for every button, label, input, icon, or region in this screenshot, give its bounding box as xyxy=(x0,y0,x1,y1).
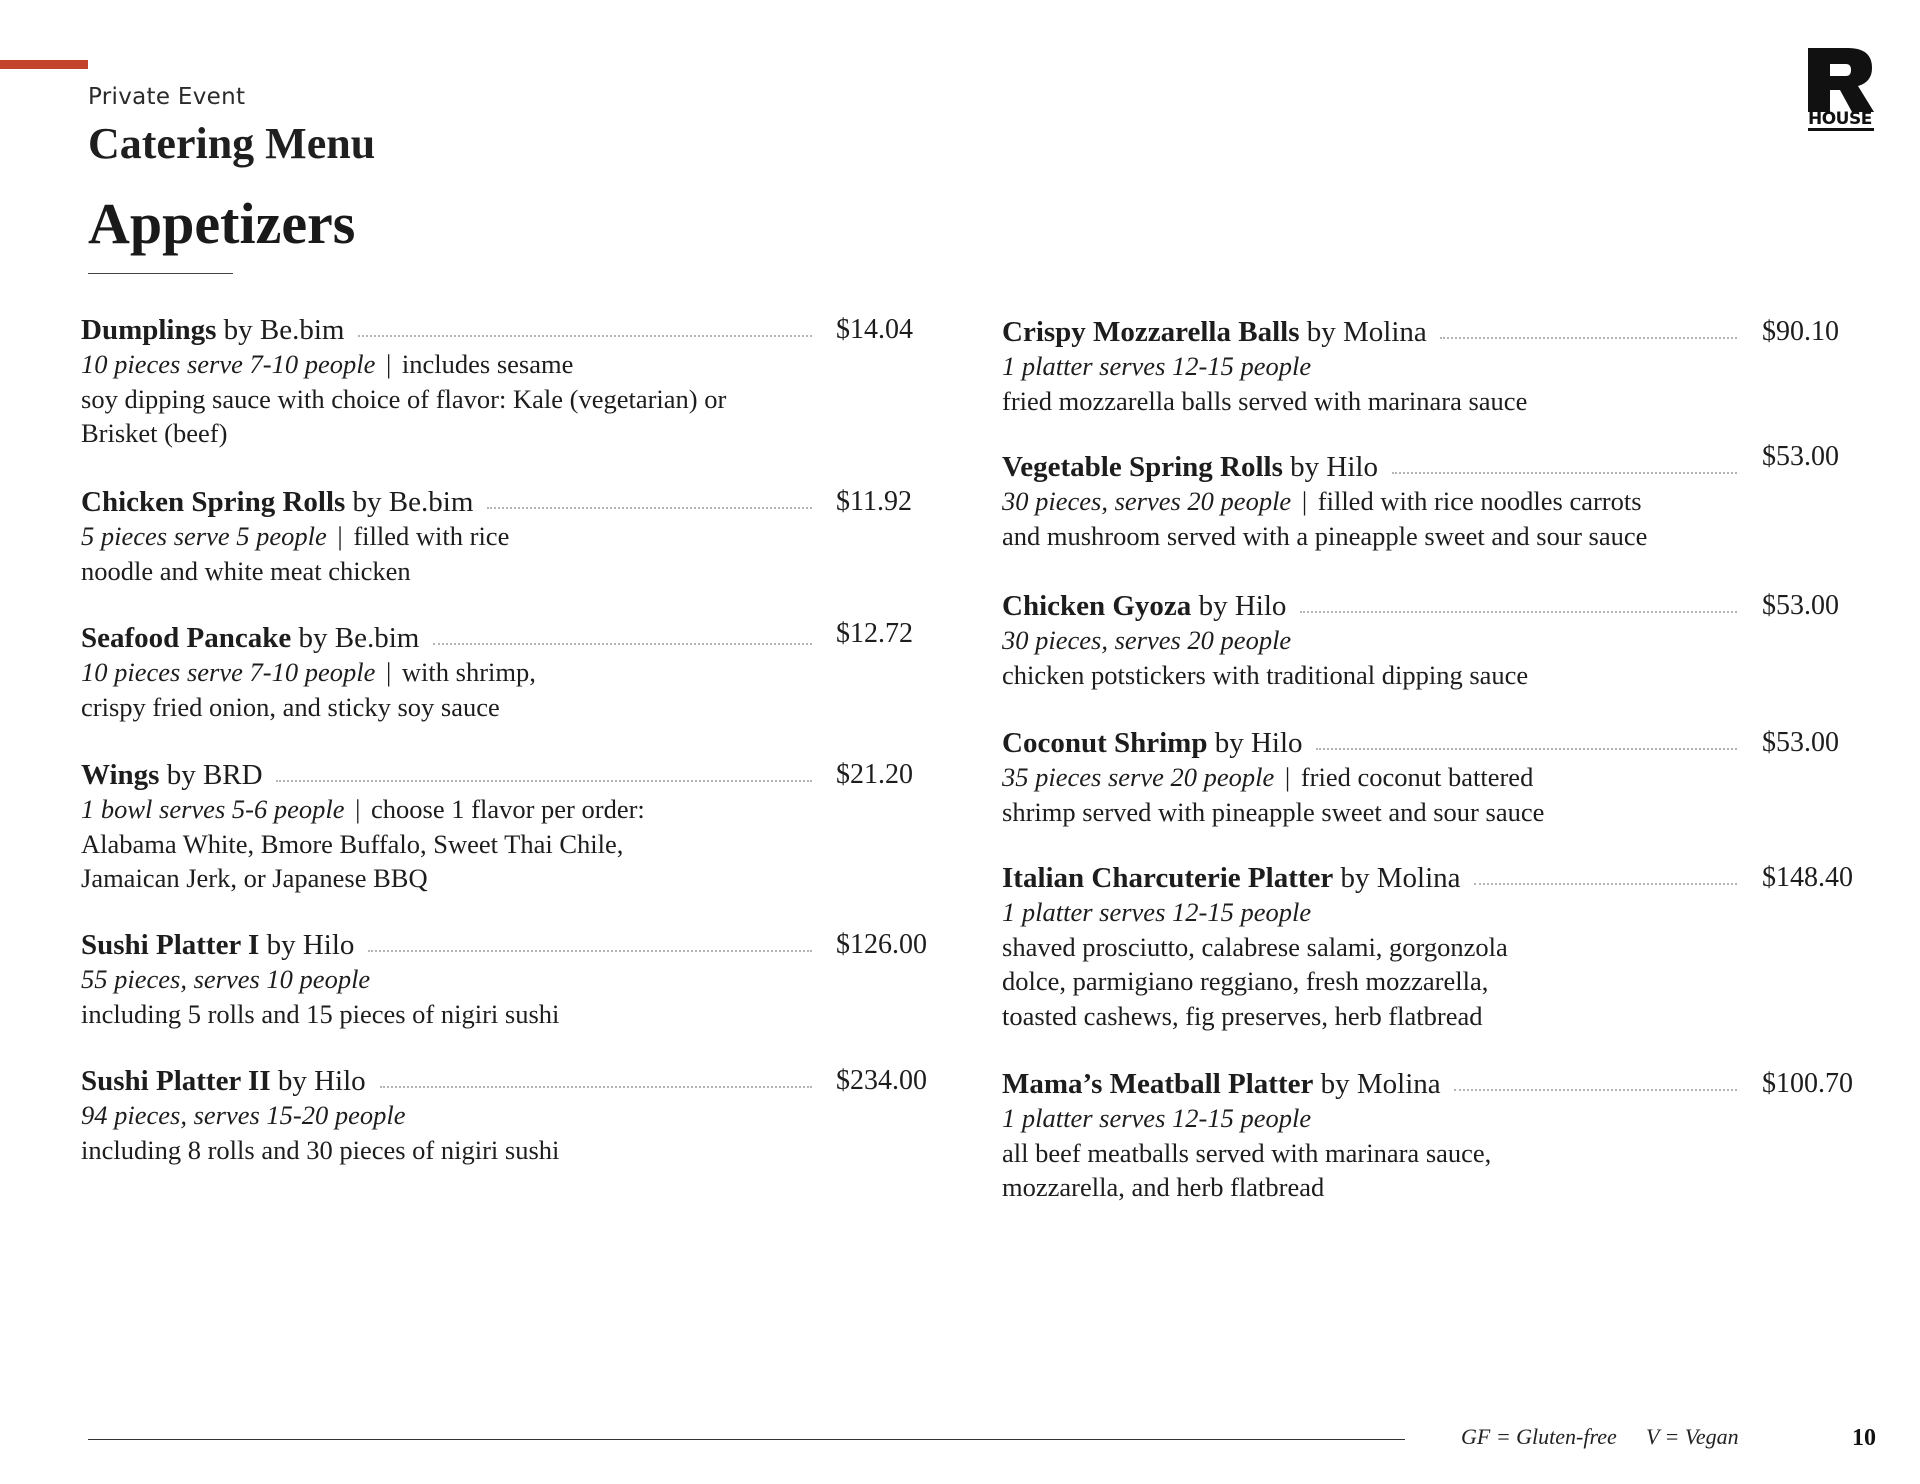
menu-item-vendor: by Hilo xyxy=(1191,590,1287,622)
menu-item-price: $90.10 xyxy=(1762,316,1839,347)
page-number: 10 xyxy=(1852,1425,1876,1451)
menu-item-vendor: by Hilo xyxy=(270,1065,366,1097)
menu-item-heading xyxy=(1002,315,1839,349)
menu-item-name: Chicken Spring Rolls xyxy=(81,486,346,518)
menu-item-price: $12.72 xyxy=(836,618,913,649)
menu-item-heading xyxy=(1002,589,1839,623)
menu-item-description: includes sesame xyxy=(401,349,574,379)
menu-item xyxy=(1002,1067,1853,1205)
menu-item-description-line: mozzarella, and herb flatbread xyxy=(1002,1172,1325,1202)
menu-item-description-line: including 8 rolls and 30 pieces of nigiri sushi xyxy=(81,1134,560,1165)
document-title: Catering Menu xyxy=(88,119,376,168)
menu-item-price: $21.20 xyxy=(836,759,913,790)
dot-leader xyxy=(1440,337,1737,339)
section-divider xyxy=(88,273,233,274)
menu-item-description-line: including 5 rolls and 15 pieces of nigiri sushi xyxy=(81,998,560,1029)
menu-item-description: with shrimp, xyxy=(401,657,536,687)
menu-item-serving-line xyxy=(1002,623,1528,658)
menu-item-price: $14.04 xyxy=(836,314,913,345)
menu-item-heading xyxy=(1002,726,1839,760)
menu-item-heading xyxy=(1002,441,1839,484)
menu-item-price: $126.00 xyxy=(836,929,927,960)
menu-item-serving-line xyxy=(1002,895,1508,930)
menu-item-name: Seafood Pancake xyxy=(81,622,292,654)
section-title: Appetizers xyxy=(88,191,356,256)
footer-divider xyxy=(88,1439,1405,1440)
menu-item-price: $53.00 xyxy=(1762,441,1839,472)
dot-leader xyxy=(276,780,812,782)
menu-item-serving-line xyxy=(81,1098,559,1133)
menu-item-price: $11.92 xyxy=(836,486,912,517)
menu-item-serving: 35 pieces serve 20 people xyxy=(1002,762,1275,792)
dot-leader xyxy=(1392,472,1737,474)
menu-item xyxy=(1002,315,1839,418)
menu-item xyxy=(81,1064,927,1167)
menu-item-vendor: by Be.bim xyxy=(216,314,345,346)
menu-item xyxy=(81,758,913,896)
menu-item-name: Vegetable Spring Rolls xyxy=(1002,451,1283,483)
menu-item-name: Italian Charcuterie Platter xyxy=(1002,862,1334,894)
menu-item-description-line: fried mozzarella balls served with marinara sauce xyxy=(1002,385,1528,416)
menu-item-serving: 94 pieces, serves 15-20 people xyxy=(81,1100,406,1130)
house-logo xyxy=(1808,48,1878,131)
menu-item-serving: 1 bowl serves 5-6 people xyxy=(81,794,345,824)
menu-item-heading xyxy=(81,1064,927,1098)
menu-item-price: $53.00 xyxy=(1762,590,1839,621)
menu-item-serving-line xyxy=(1002,760,1544,795)
menu-item-serving: 1 platter serves 12-15 people xyxy=(1002,1103,1312,1133)
menu-item-serving-line xyxy=(81,347,726,382)
menu-item xyxy=(1002,726,1839,829)
menu-item-heading xyxy=(1002,861,1853,895)
menu-item-vendor: by BRD xyxy=(159,759,263,791)
menu-item-description-line: soy dipping sauce with choice of flavor: Kale (vegetarian) or xyxy=(81,383,727,414)
menu-item-heading xyxy=(81,928,927,962)
dot-leader xyxy=(1454,1089,1737,1091)
menu-item xyxy=(1002,441,1839,553)
separator: | xyxy=(330,521,350,551)
menu-item-serving: 30 pieces, serves 20 people xyxy=(1002,625,1292,655)
menu-item-serving: 1 platter serves 12-15 people xyxy=(1002,351,1312,381)
menu-item-description: fried coconut battered xyxy=(1300,762,1534,792)
menu-item-serving: 10 pieces serve 7-10 people xyxy=(81,657,376,687)
menu-item-description-line: crispy fried onion, and sticky soy sauce xyxy=(81,691,500,722)
dot-leader xyxy=(1474,883,1737,885)
menu-item-description-line: Brisket (beef) xyxy=(81,418,228,448)
dot-leader xyxy=(358,335,812,337)
menu-item-serving-line xyxy=(81,655,536,690)
menu-item xyxy=(1002,861,1853,1033)
menu-item-description-line: shrimp served with pineapple sweet and sour sauce xyxy=(1002,796,1545,827)
menu-item-name: Mama’s Meatball Platter xyxy=(1002,1068,1314,1100)
dot-leader xyxy=(487,507,812,509)
separator: | xyxy=(348,794,368,824)
separator: | xyxy=(1278,762,1297,792)
separator: | xyxy=(379,349,398,379)
menu-item-description-line: toasted cashews, fig preserves, herb flatbread xyxy=(1002,1000,1483,1031)
menu-item-heading xyxy=(1002,1067,1853,1101)
menu-item xyxy=(81,313,913,451)
menu-item-vendor: by Molina xyxy=(1299,316,1427,348)
menu-item-serving-line xyxy=(81,519,509,554)
menu-item-vendor: by Be.bim xyxy=(291,622,420,654)
menu-item-vendor: by Molina xyxy=(1313,1068,1441,1100)
menu-item-serving: 30 pieces, serves 20 people xyxy=(1002,486,1292,516)
menu-item-serving-line xyxy=(1002,1101,1491,1136)
menu-item-name: Dumplings xyxy=(81,314,217,346)
menu-item-serving-line xyxy=(81,792,645,827)
menu-item-serving-line xyxy=(1002,349,1527,384)
menu-item-price: $148.40 xyxy=(1762,862,1853,893)
menu-item xyxy=(81,928,927,1031)
dot-leader xyxy=(380,1086,812,1088)
menu-item-heading xyxy=(81,758,913,792)
menu-item-name: Coconut Shrimp xyxy=(1002,727,1208,759)
menu-item-price: $53.00 xyxy=(1762,727,1839,758)
menu-item-description-line: noodle and white meat chicken xyxy=(81,555,411,586)
dot-leader xyxy=(433,643,812,645)
menu-item-heading xyxy=(81,313,913,347)
menu-item-vendor: by Molina xyxy=(1333,862,1461,894)
menu-item-description: choose 1 flavor per order: xyxy=(371,794,645,824)
menu-item-name: Sushi Platter I xyxy=(81,929,260,961)
menu-item-description-line: Alabama White, Bmore Buffalo, Sweet Thai Chile, xyxy=(81,828,624,859)
menu-item-serving: 55 pieces, serves 10 people xyxy=(81,964,371,994)
dot-leader xyxy=(368,950,812,952)
menu-item-serving: 5 pieces serve 5 people xyxy=(81,521,327,551)
menu-item xyxy=(1002,589,1839,692)
menu-item-name: Wings xyxy=(81,759,160,791)
menu-item-heading xyxy=(81,485,912,519)
dot-leader xyxy=(1300,611,1737,613)
menu-item-description: filled with rice xyxy=(353,521,510,551)
menu-item-vendor: by Hilo xyxy=(1207,727,1303,759)
menu-item xyxy=(81,485,912,588)
menu-item-description-line: chicken potstickers with traditional dipping sauce xyxy=(1002,659,1529,690)
menu-item-serving-line xyxy=(81,962,559,997)
menu-item-price: $234.00 xyxy=(836,1065,927,1096)
menu-item-description-line: Jamaican Jerk, or Japanese BBQ xyxy=(81,863,428,893)
menu-item-name: Chicken Gyoza xyxy=(1002,590,1192,622)
menu-item-heading xyxy=(81,618,913,655)
menu-item-description: filled with rice noodles carrots xyxy=(1317,486,1642,516)
menu-item-serving: 10 pieces serve 7-10 people xyxy=(81,349,376,379)
menu-item-serving: 1 platter serves 12-15 people xyxy=(1002,897,1312,927)
accent-bar xyxy=(0,60,88,69)
menu-item-description-line: shaved prosciutto, calabrese salami, gorgonzola xyxy=(1002,931,1508,962)
menu-item xyxy=(81,618,913,724)
logo-text: HOUSE xyxy=(1808,110,1874,131)
gf-legend: GF = Gluten-free xyxy=(1461,1424,1617,1449)
menu-item-vendor: by Be.bim xyxy=(345,486,474,518)
menu-item-name: Crispy Mozzarella Balls xyxy=(1002,316,1300,348)
menu-item-name: Sushi Platter II xyxy=(81,1065,271,1097)
menu-item-serving-line xyxy=(1002,484,1647,519)
menu-item-description-line: all beef meatballs served with marinara sauce, xyxy=(1002,1137,1492,1168)
separator: | xyxy=(379,657,398,687)
dot-leader xyxy=(1316,748,1737,750)
menu-item-description-line: dolce, parmigiano reggiano, fresh mozzarella, xyxy=(1002,966,1489,996)
vegan-legend: V = Vegan xyxy=(1646,1424,1739,1449)
header-kicker: Private Event xyxy=(88,84,246,110)
separator: | xyxy=(1295,486,1314,516)
menu-item-description-line: and mushroom served with a pineapple sweet and sour sauce xyxy=(1002,520,1648,551)
menu-item-vendor: by Hilo xyxy=(259,929,355,961)
r-logo-icon xyxy=(1808,48,1874,112)
menu-item-vendor: by Hilo xyxy=(1282,451,1378,483)
menu-item-price: $100.70 xyxy=(1762,1068,1853,1099)
